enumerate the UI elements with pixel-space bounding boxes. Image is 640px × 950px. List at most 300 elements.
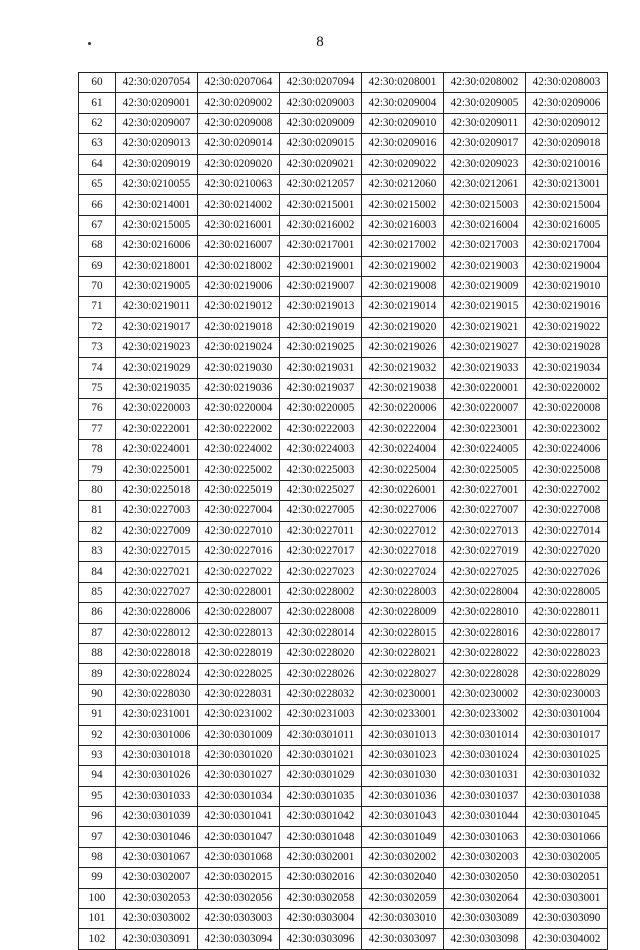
table-row [79, 705, 608, 725]
table-row [79, 786, 608, 806]
cadastral-number-cell: 42:30:0303004 [280, 909, 362, 929]
cadastral-number-cell: 42:30:0219006 [198, 276, 280, 296]
cadastral-number-cell: 42:30:0219031 [280, 358, 362, 378]
cadastral-number-cell: 42:30:0208003 [526, 73, 608, 93]
cadastral-number-cell: 42:30:0210063 [198, 174, 280, 194]
cadastral-number-cell: 42:30:0228032 [280, 684, 362, 704]
cadastral-number-cell: 42:30:0302056 [198, 888, 280, 908]
cadastral-number-cell: 42:30:0207064 [198, 73, 280, 93]
cadastral-number-cell: 42:30:0227010 [198, 521, 280, 541]
table-row [79, 276, 608, 296]
table-row [79, 358, 608, 378]
cadastral-number-cell: 42:30:0228002 [280, 582, 362, 602]
cadastral-number-cell: 42:30:0303010 [362, 909, 444, 929]
cadastral-number-cell: 42:30:0227025 [444, 562, 526, 582]
cadastral-number-cell: 42:30:0218002 [198, 256, 280, 276]
cadastral-number-cell: 42:30:0219038 [362, 378, 444, 398]
cadastral-number-cell: 42:30:0209002 [198, 93, 280, 113]
cadastral-number-cell: 42:30:0227006 [362, 501, 444, 521]
cadastral-number-cell: 42:30:0301024 [444, 745, 526, 765]
cadastral-number-cell: 42:30:0225003 [280, 460, 362, 480]
cadastral-number-cell: 42:30:0301044 [444, 807, 526, 827]
cadastral-number-cell: 42:30:0301017 [526, 725, 608, 745]
cadastral-number-cell: 42:30:0219015 [444, 297, 526, 317]
cadastral-number-cell: 42:30:0302051 [526, 868, 608, 888]
cadastral-number-cell: 42:30:0303094 [198, 929, 280, 949]
cadastral-number-cell: 42:30:0224006 [526, 440, 608, 460]
cadastral-number-cell: 42:30:0219008 [362, 276, 444, 296]
cadastral-number-cell: 42:30:0219005 [116, 276, 198, 296]
cadastral-number-cell: 42:30:0215005 [116, 215, 198, 235]
cadastral-number-cell: 42:30:0216001 [198, 215, 280, 235]
cadastral-number-cell: 42:30:0301063 [444, 827, 526, 847]
cadastral-number-cell: 42:30:0230001 [362, 684, 444, 704]
cadastral-number-cell: 42:30:0227023 [280, 562, 362, 582]
cadastral-number-cell: 42:30:0301033 [116, 786, 198, 806]
cadastral-number-cell: 42:30:0209020 [198, 154, 280, 174]
row-index-cell: 78 [79, 440, 116, 460]
cadastral-number-cell: 42:30:0219014 [362, 297, 444, 317]
cadastral-number-cell: 42:30:0227014 [526, 521, 608, 541]
table-row [79, 73, 608, 93]
cadastral-number-cell: 42:30:0209003 [280, 93, 362, 113]
cadastral-number-cell: 42:30:0215001 [280, 195, 362, 215]
cadastral-number-cell: 42:30:0209010 [362, 113, 444, 133]
cadastral-number-cell: 42:30:0219026 [362, 338, 444, 358]
cadastral-number-cell: 42:30:0219032 [362, 358, 444, 378]
table-row [79, 480, 608, 500]
cadastral-number-cell: 42:30:0301029 [280, 766, 362, 786]
cadastral-number-cell: 42:30:0220001 [444, 378, 526, 398]
cadastral-number-cell: 42:30:0220005 [280, 399, 362, 419]
cadastral-number-cell: 42:30:0301031 [444, 766, 526, 786]
cadastral-number-cell: 42:30:0228010 [444, 603, 526, 623]
cadastral-number-cell: 42:30:0223002 [526, 419, 608, 439]
row-index-cell: 79 [79, 460, 116, 480]
table-row [79, 174, 608, 194]
cadastral-number-cell: 42:30:0215004 [526, 195, 608, 215]
cadastral-number-cell: 42:30:0209004 [362, 93, 444, 113]
cadastral-number-cell: 42:30:0302001 [280, 847, 362, 867]
cadastral-number-cell: 42:30:0228018 [116, 643, 198, 663]
cadastral-number-cell: 42:30:0301066 [526, 827, 608, 847]
table-body [79, 73, 608, 950]
row-index-cell: 76 [79, 399, 116, 419]
cadastral-number-cell: 42:30:0210055 [116, 174, 198, 194]
cadastral-number-cell: 42:30:0303097 [362, 929, 444, 949]
row-index-cell: 71 [79, 297, 116, 317]
table-row [79, 317, 608, 337]
row-index-cell: 91 [79, 705, 116, 725]
cadastral-number-cell: 42:30:0222004 [362, 419, 444, 439]
cadastral-number-cell: 42:30:0302059 [362, 888, 444, 908]
cadastral-number-cell: 42:30:0227009 [116, 521, 198, 541]
cadastral-number-cell: 42:30:0227021 [116, 562, 198, 582]
cadastral-number-cell: 42:30:0209009 [280, 113, 362, 133]
cadastral-number-cell: 42:30:0209008 [198, 113, 280, 133]
cadastral-number-cell: 42:30:0228017 [526, 623, 608, 643]
cadastral-number-cell: 42:30:0224003 [280, 440, 362, 460]
cadastral-number-cell: 42:30:0301011 [280, 725, 362, 745]
cadastral-number-cell: 42:30:0228026 [280, 664, 362, 684]
table-row [79, 521, 608, 541]
cadastral-number-cell: 42:30:0301027 [198, 766, 280, 786]
cadastral-number-cell: 42:30:0217001 [280, 236, 362, 256]
cadastral-number-cell: 42:30:0222002 [198, 419, 280, 439]
cadastral-number-cell: 42:30:0228021 [362, 643, 444, 663]
cadastral-number-cell: 42:30:0209019 [116, 154, 198, 174]
row-index-cell: 92 [79, 725, 116, 745]
cadastral-number-cell: 42:30:0224001 [116, 440, 198, 460]
cadastral-number-cell: 42:30:0301034 [198, 786, 280, 806]
cadastral-number-cell: 42:30:0212057 [280, 174, 362, 194]
cadastral-number-cell: 42:30:0219002 [362, 256, 444, 276]
cadastral-number-cell: 42:30:0303001 [526, 888, 608, 908]
cadastral-number-cell: 42:30:0209023 [444, 154, 526, 174]
table-row [79, 501, 608, 521]
table-row [79, 603, 608, 623]
row-index-cell: 81 [79, 501, 116, 521]
cadastral-number-cell: 42:30:0219037 [280, 378, 362, 398]
cadastral-number-cell: 42:30:0225002 [198, 460, 280, 480]
cadastral-number-cell: 42:30:0233001 [362, 705, 444, 725]
cadastral-number-cell: 42:30:0301043 [362, 807, 444, 827]
cadastral-number-cell: 42:30:0219010 [526, 276, 608, 296]
cadastral-number-cell: 42:30:0228028 [444, 664, 526, 684]
cadastral-number-cell: 42:30:0214002 [198, 195, 280, 215]
cadastral-number-cell: 42:30:0227027 [116, 582, 198, 602]
cadastral-number-cell: 42:30:0301006 [116, 725, 198, 745]
cadastral-number-cell: 42:30:0219003 [444, 256, 526, 276]
cadastral-number-cell: 42:30:0219020 [362, 317, 444, 337]
cadastral-number-cell: 42:30:0209012 [526, 113, 608, 133]
cadastral-number-cell: 42:30:0228016 [444, 623, 526, 643]
table-row [79, 378, 608, 398]
table-row [79, 929, 608, 949]
cadastral-number-cell: 42:30:0301009 [198, 725, 280, 745]
cadastral-number-cell: 42:30:0219030 [198, 358, 280, 378]
table-row [79, 582, 608, 602]
row-index-cell: 89 [79, 664, 116, 684]
cadastral-number-cell: 42:30:0303090 [526, 909, 608, 929]
cadastral-number-cell: 42:30:0230003 [526, 684, 608, 704]
row-index-cell: 97 [79, 827, 116, 847]
table-row [79, 440, 608, 460]
table-row [79, 664, 608, 684]
cadastral-number-cell: 42:30:0301030 [362, 766, 444, 786]
cadastral-number-cell: 42:30:0228005 [526, 582, 608, 602]
cadastral-number-cell: 42:30:0228004 [444, 582, 526, 602]
cadastral-number-cell: 42:30:0227019 [444, 541, 526, 561]
cadastral-number-cell: 42:30:0209001 [116, 93, 198, 113]
row-index-cell: 95 [79, 786, 116, 806]
table-row [79, 93, 608, 113]
cadastral-number-cell: 42:30:0301020 [198, 745, 280, 765]
table-row [79, 113, 608, 133]
row-index-cell: 63 [79, 134, 116, 154]
table-row [79, 827, 608, 847]
cadastral-number-cell: 42:30:0302053 [116, 888, 198, 908]
cadastral-number-cell: 42:30:0231003 [280, 705, 362, 725]
row-index-cell: 66 [79, 195, 116, 215]
cadastral-number-cell: 42:30:0228009 [362, 603, 444, 623]
cadastral-number-cell: 42:30:0224004 [362, 440, 444, 460]
cadastral-number-cell: 42:30:0224005 [444, 440, 526, 460]
row-index-cell: 85 [79, 582, 116, 602]
cadastral-number-cell: 42:30:0228025 [198, 664, 280, 684]
cadastral-number-cell: 42:30:0303098 [444, 929, 526, 949]
row-index-cell: 65 [79, 174, 116, 194]
cadastral-number-cell: 42:30:0227022 [198, 562, 280, 582]
cadastral-number-cell: 42:30:0216003 [362, 215, 444, 235]
cadastral-number-cell: 42:30:0225008 [526, 460, 608, 480]
cadastral-number-cell: 42:30:0227011 [280, 521, 362, 541]
row-index-cell: 68 [79, 236, 116, 256]
cadastral-number-cell: 42:30:0220007 [444, 399, 526, 419]
cadastral-number-cell: 42:30:0302064 [444, 888, 526, 908]
cadastral-number-cell: 42:30:0302015 [198, 868, 280, 888]
cadastral-number-cell: 42:30:0228019 [198, 643, 280, 663]
row-index-cell: 70 [79, 276, 116, 296]
cadastral-number-cell: 42:30:0302016 [280, 868, 362, 888]
table-row [79, 541, 608, 561]
table-row [79, 684, 608, 704]
cadastral-number-cell: 42:30:0217003 [444, 236, 526, 256]
cadastral-number-cell: 42:30:0301047 [198, 827, 280, 847]
cadastral-number-cell: 42:30:0228015 [362, 623, 444, 643]
row-index-cell: 86 [79, 603, 116, 623]
cadastral-number-cell: 42:30:0228014 [280, 623, 362, 643]
cadastral-number-cell: 42:30:0301014 [444, 725, 526, 745]
cadastral-number-cell: 42:30:0301046 [116, 827, 198, 847]
cadastral-number-cell: 42:30:0209005 [444, 93, 526, 113]
cadastral-number-cell: 42:30:0209011 [444, 113, 526, 133]
cadastral-number-cell: 42:30:0301004 [526, 705, 608, 725]
cadastral-number-cell: 42:30:0231002 [198, 705, 280, 725]
cadastral-number-cell: 42:30:0216005 [526, 215, 608, 235]
cadastral-number-cell: 42:30:0216004 [444, 215, 526, 235]
cadastral-number-cell: 42:30:0224002 [198, 440, 280, 460]
cadastral-number-cell: 42:30:0208001 [362, 73, 444, 93]
table-row [79, 134, 608, 154]
cadastral-number-cell: 42:30:0219027 [444, 338, 526, 358]
cadastral-number-cell: 42:30:0220006 [362, 399, 444, 419]
cadastral-number-cell: 42:30:0301018 [116, 745, 198, 765]
cadastral-number-cell: 42:30:0217002 [362, 236, 444, 256]
table-row [79, 766, 608, 786]
table-row [79, 745, 608, 765]
table-row [79, 909, 608, 929]
cadastral-number-cell: 42:30:0228001 [198, 582, 280, 602]
cadastral-number-cell: 42:30:0209013 [116, 134, 198, 154]
row-index-cell: 84 [79, 562, 116, 582]
cadastral-number-cell: 42:30:0301032 [526, 766, 608, 786]
cadastral-number-cell: 42:30:0301021 [280, 745, 362, 765]
cadastral-number-cell: 42:30:0303089 [444, 909, 526, 929]
table-row [79, 868, 608, 888]
cadastral-number-cell: 42:30:0225005 [444, 460, 526, 480]
cadastral-number-cell: 42:30:0216007 [198, 236, 280, 256]
cadastral-number-cell: 42:30:0302007 [116, 868, 198, 888]
cadastral-number-cell: 42:30:0219035 [116, 378, 198, 398]
cadastral-number-cell: 42:30:0233002 [444, 705, 526, 725]
row-index-cell: 72 [79, 317, 116, 337]
cadastral-number-cell: 42:30:0209014 [198, 134, 280, 154]
row-index-cell: 74 [79, 358, 116, 378]
cadastral-number-cell: 42:30:0301039 [116, 807, 198, 827]
row-index-cell: 100 [79, 888, 116, 908]
cadastral-number-cell: 42:30:0227016 [198, 541, 280, 561]
cadastral-number-cell: 42:30:0301037 [444, 786, 526, 806]
cadastral-number-cell: 42:30:0301035 [280, 786, 362, 806]
cadastral-number-cell: 42:30:0230002 [444, 684, 526, 704]
cadastral-number-cell: 42:30:0220003 [116, 399, 198, 419]
cadastral-number-cell: 42:30:0219011 [116, 297, 198, 317]
cadastral-number-cell: 42:30:0301041 [198, 807, 280, 827]
cadastral-number-cell: 42:30:0302058 [280, 888, 362, 908]
table-row [79, 419, 608, 439]
cadastral-number-cell: 42:30:0228008 [280, 603, 362, 623]
cadastral-number-cell: 42:30:0302003 [444, 847, 526, 867]
cadastral-number-cell: 42:30:0227003 [116, 501, 198, 521]
cadastral-number-cell: 42:30:0303096 [280, 929, 362, 949]
table-row [79, 399, 608, 419]
cadastral-number-cell: 42:30:0301067 [116, 847, 198, 867]
cadastral-number-cell: 42:30:0209006 [526, 93, 608, 113]
cadastral-number-cell: 42:30:0228012 [116, 623, 198, 643]
cadastral-number-cell: 42:30:0227005 [280, 501, 362, 521]
cadastral-number-cell: 42:30:0212060 [362, 174, 444, 194]
table-row [79, 236, 608, 256]
row-index-cell: 75 [79, 378, 116, 398]
cadastral-number-cell: 42:30:0227020 [526, 541, 608, 561]
row-index-cell: 98 [79, 847, 116, 867]
cadastral-number-cell: 42:30:0225004 [362, 460, 444, 480]
cadastral-number-cell: 42:30:0228013 [198, 623, 280, 643]
cadastral-number-cell: 42:30:0301026 [116, 766, 198, 786]
cadastral-number-cell: 42:30:0303091 [116, 929, 198, 949]
row-index-cell: 94 [79, 766, 116, 786]
row-index-cell: 73 [79, 338, 116, 358]
cadastral-number-cell: 42:30:0225027 [280, 480, 362, 500]
cadastral-number-cell: 42:30:0227015 [116, 541, 198, 561]
cadastral-number-cell: 42:30:0219029 [116, 358, 198, 378]
cadastral-number-cell: 42:30:0208002 [444, 73, 526, 93]
cadastral-number-cell: 42:30:0228029 [526, 664, 608, 684]
row-index-cell: 61 [79, 93, 116, 113]
cadastral-number-cell: 42:30:0228003 [362, 582, 444, 602]
row-index-cell: 93 [79, 745, 116, 765]
cadastral-number-cell: 42:30:0220008 [526, 399, 608, 419]
cadastral-number-cell: 42:30:0222003 [280, 419, 362, 439]
cadastral-number-cell: 42:30:0302040 [362, 868, 444, 888]
cadastral-number-cell: 42:30:0228027 [362, 664, 444, 684]
cadastral-number-cell: 42:30:0227007 [444, 501, 526, 521]
cadastral-number-cell: 42:30:0209018 [526, 134, 608, 154]
cadastral-number-cell: 42:30:0231001 [116, 705, 198, 725]
table-row [79, 460, 608, 480]
table-row [79, 338, 608, 358]
cadastral-number-cell: 42:30:0219019 [280, 317, 362, 337]
cadastral-number-cell: 42:30:0209007 [116, 113, 198, 133]
cadastral-number-cell: 42:30:0219004 [526, 256, 608, 276]
cadastral-number-cell: 42:30:0228006 [116, 603, 198, 623]
cadastral-number-cell: 42:30:0228007 [198, 603, 280, 623]
row-index-cell: 77 [79, 419, 116, 439]
page-number: 8 [316, 34, 324, 50]
cadastral-number-cell: 42:30:0301023 [362, 745, 444, 765]
cadastral-number-cell: 42:30:0219028 [526, 338, 608, 358]
cadastral-number-cell: 42:30:0228024 [116, 664, 198, 684]
cadastral-number-cell: 42:30:0219025 [280, 338, 362, 358]
cadastral-number-cell: 42:30:0219033 [444, 358, 526, 378]
cadastral-number-cell: 42:30:0301042 [280, 807, 362, 827]
cadastral-number-cell: 42:30:0225001 [116, 460, 198, 480]
cadastral-number-cell: 42:30:0223001 [444, 419, 526, 439]
cadastral-number-cell: 42:30:0225018 [116, 480, 198, 500]
cadastral-number-cell: 42:30:0301045 [526, 807, 608, 827]
table-row [79, 888, 608, 908]
table-row [79, 623, 608, 643]
cadastral-number-cell: 42:30:0219013 [280, 297, 362, 317]
table-row [79, 256, 608, 276]
row-index-cell: 83 [79, 541, 116, 561]
cadastral-number-cell: 42:30:0226001 [362, 480, 444, 500]
cadastral-number-cell: 42:30:0219022 [526, 317, 608, 337]
cadastral-number-cell: 42:30:0227012 [362, 521, 444, 541]
cadastral-number-cell: 42:30:0219016 [526, 297, 608, 317]
row-index-cell: 90 [79, 684, 116, 704]
cadastral-number-cell: 42:30:0212061 [444, 174, 526, 194]
row-index-cell: 101 [79, 909, 116, 929]
cadastral-number-cell: 42:30:0207094 [280, 73, 362, 93]
row-index-cell: 96 [79, 807, 116, 827]
cadastral-number-cell: 42:30:0301036 [362, 786, 444, 806]
cadastral-number-cell: 42:30:0210016 [526, 154, 608, 174]
cadastral-number-cell: 42:30:0217004 [526, 236, 608, 256]
row-index-cell: 64 [79, 154, 116, 174]
row-index-cell: 99 [79, 868, 116, 888]
table-row [79, 643, 608, 663]
row-index-cell: 67 [79, 215, 116, 235]
row-index-cell: 62 [79, 113, 116, 133]
table-row [79, 215, 608, 235]
table-row [79, 807, 608, 827]
table-row [79, 297, 608, 317]
cadastral-number-cell: 42:30:0302005 [526, 847, 608, 867]
cadastral-number-cell: 42:30:0228030 [116, 684, 198, 704]
cadastral-number-cell: 42:30:0207054 [116, 73, 198, 93]
table-row [79, 847, 608, 867]
cadastral-number-cell: 42:30:0219018 [198, 317, 280, 337]
cadastral-number-cell: 42:30:0304002 [526, 929, 608, 949]
cadastral-number-cell: 42:30:0228022 [444, 643, 526, 663]
cadastral-number-cell: 42:30:0227002 [526, 480, 608, 500]
cadastral-number-cell: 42:30:0301068 [198, 847, 280, 867]
cadastral-number-cell: 42:30:0218001 [116, 256, 198, 276]
table-row [79, 154, 608, 174]
row-index-cell: 87 [79, 623, 116, 643]
table-row [79, 562, 608, 582]
row-index-cell: 80 [79, 480, 116, 500]
cadastral-number-cell: 42:30:0214001 [116, 195, 198, 215]
cadastral-number-cell: 42:30:0219034 [526, 358, 608, 378]
cadastral-number-cell: 42:30:0219036 [198, 378, 280, 398]
cadastral-number-cell: 42:30:0220002 [526, 378, 608, 398]
cadastral-number-cell: 42:30:0219001 [280, 256, 362, 276]
cadastral-number-cell: 42:30:0209016 [362, 134, 444, 154]
cadastral-number-cell: 42:30:0219007 [280, 276, 362, 296]
